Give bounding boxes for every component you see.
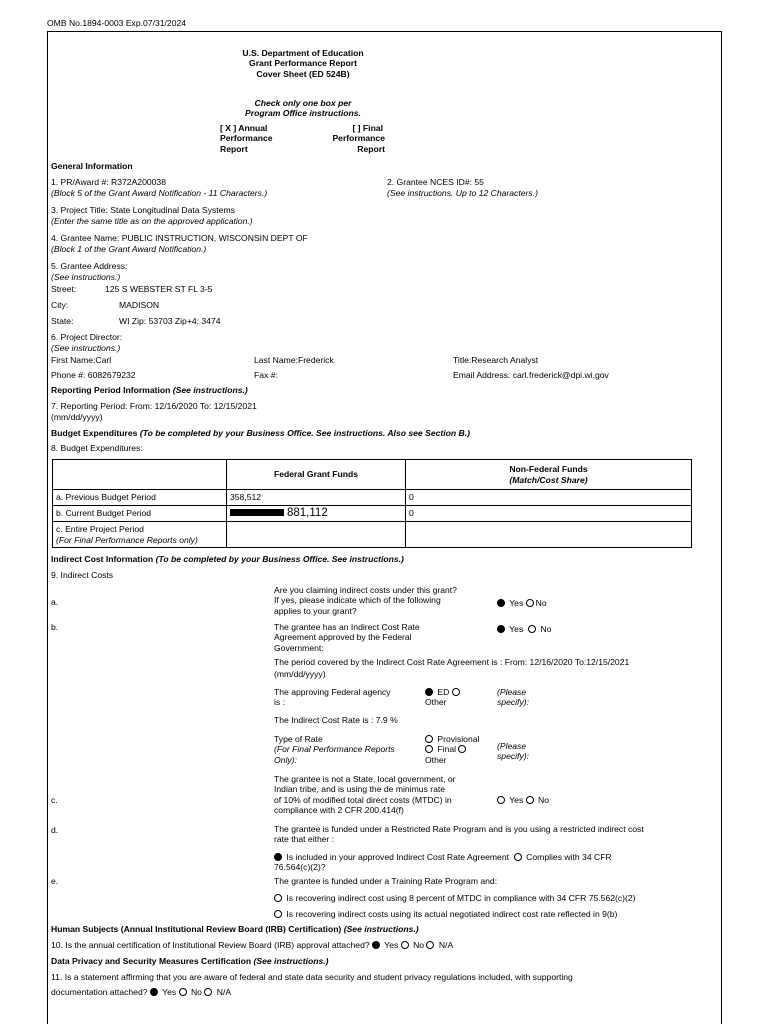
city-value: MADISON bbox=[119, 300, 160, 310]
privacy-answer bbox=[51, 987, 231, 997]
budget-row-label-cell bbox=[53, 522, 227, 548]
radio-na-label: N/A bbox=[438, 940, 454, 950]
table-row bbox=[53, 506, 692, 522]
reporting-period-format: (mm/dd/yyyy) bbox=[51, 412, 103, 422]
item-c-radio-group[interactable] bbox=[497, 795, 549, 805]
state-label: State: bbox=[51, 316, 74, 326]
radio-other[interactable] bbox=[452, 688, 460, 696]
last-name-field: Last Name:Frederick bbox=[254, 355, 334, 365]
item-b-question bbox=[274, 622, 484, 653]
item-d-question bbox=[274, 824, 719, 845]
omb-number: OMB No.1894-0003 Exp.07/31/2024 bbox=[47, 18, 187, 28]
rate-type-specify bbox=[497, 741, 529, 762]
radio-no-label: No bbox=[538, 795, 550, 805]
budget-federal-value: 358,512 bbox=[227, 490, 406, 506]
radio-8-percent-label: Is recovering indirect cost using 8 percent of MTDC in compliance with 34 CFR 75.562(c)(2) bbox=[286, 893, 636, 903]
radio-no[interactable] bbox=[526, 599, 534, 607]
privacy-question-text-2: documentation attached? bbox=[51, 987, 148, 997]
grantee-address-label: 5. Grantee Address: bbox=[51, 261, 128, 271]
final-label-2: Performance bbox=[332, 133, 385, 144]
item-a-label: a. bbox=[51, 597, 59, 607]
radio-no-label: No bbox=[190, 987, 202, 997]
department-name: U.S. Department of Education bbox=[242, 48, 364, 58]
radio-yes[interactable] bbox=[497, 796, 505, 804]
check-instruction-line-1: Check only one box per bbox=[254, 98, 352, 108]
item-c-question bbox=[274, 774, 494, 816]
radio-yes-label: Yes bbox=[384, 940, 399, 950]
item-e-label: e. bbox=[51, 876, 59, 886]
project-director-label: 6. Project Director: bbox=[51, 332, 123, 342]
radio-yes-selected[interactable] bbox=[372, 941, 380, 949]
item-e-option-1[interactable] bbox=[274, 893, 719, 903]
rate-type-line-1: Type of Rate bbox=[274, 734, 323, 744]
budget-federal-value: 881,112 bbox=[287, 506, 328, 519]
street-value: 125 S WEBSTER ST FL 3-5 bbox=[105, 284, 213, 294]
radio-yes-label: Yes bbox=[162, 987, 177, 997]
form-header bbox=[198, 48, 408, 79]
agency-specify bbox=[497, 687, 529, 708]
radio-yes-label: Yes bbox=[509, 624, 524, 634]
item-b-label: b. bbox=[51, 622, 59, 632]
reporting-period-field: 7. Reporting Period: From: 12/16/2020 To: 12/15/2021 bbox=[51, 401, 257, 411]
form-subtitle: Cover Sheet (ED 524B) bbox=[256, 68, 350, 79]
general-info-heading: General Information bbox=[51, 161, 133, 171]
radio-no[interactable] bbox=[179, 988, 187, 996]
check-instructions bbox=[198, 98, 408, 119]
budget-nonfederal-value: 0 bbox=[406, 506, 692, 522]
budget-label: 8. Budget Expenditures: bbox=[51, 443, 143, 453]
radio-no-label: No bbox=[540, 624, 552, 634]
item-a-line-2: If yes, please indicate which of the following bbox=[274, 595, 441, 606]
agency-line-1: The approving Federal agency bbox=[274, 687, 391, 697]
reporting-heading-text: Reporting Period Information bbox=[51, 385, 171, 395]
annual-label-3: Report bbox=[220, 143, 248, 154]
budget-heading-note: (To be completed by your Business Office. See instructions. Also see Section B.) bbox=[139, 428, 470, 438]
pr-award-note: (Block 5 of the Grant Award Notification - 11 Characters.) bbox=[51, 188, 268, 198]
street-label: Street: bbox=[51, 284, 77, 294]
indirect-costs-label: 9. Indirect Costs bbox=[51, 570, 114, 580]
radio-no[interactable] bbox=[401, 941, 409, 949]
project-title-note: (Enter the same title as on the approved application.) bbox=[51, 216, 253, 226]
budget-table-header bbox=[53, 460, 692, 490]
table-row bbox=[53, 490, 692, 506]
state-zip-value: WI Zip: 53703 Zip+4: 3474 bbox=[119, 316, 221, 326]
title-field: Title:Research Analyst bbox=[453, 355, 539, 365]
privacy-question: 11. Is a statement affirming that you are aware of federal and state data security and student privacy regulations included, with supporting bbox=[51, 972, 573, 982]
cover-sheet-form bbox=[47, 31, 722, 1024]
radio-no[interactable] bbox=[526, 796, 534, 804]
rate-type-line-3: Only): bbox=[274, 754, 297, 765]
annual-label-2: Performance bbox=[220, 133, 273, 144]
irb-question bbox=[51, 940, 453, 950]
budget-heading bbox=[51, 428, 470, 438]
budget-row-label: c. Entire Project Period bbox=[56, 524, 144, 535]
radio-ed-label: ED bbox=[437, 687, 450, 697]
reporting-heading-note: (See instructions.) bbox=[172, 385, 248, 395]
specify-line-1: (Please bbox=[497, 741, 527, 751]
grantee-name-note: (Block 1 of the Grant Award Notification.) bbox=[51, 244, 207, 254]
radio-provisional[interactable] bbox=[425, 735, 433, 743]
item-e-question: The grantee is funded under a Training Rate Program and: bbox=[274, 876, 498, 886]
radio-yes-label: Yes bbox=[509, 795, 524, 805]
final-label-3: Report bbox=[357, 143, 385, 154]
data-privacy-heading bbox=[51, 956, 328, 966]
email-field: Email Address: carl.frederick@dpi.wi.gov bbox=[453, 370, 609, 380]
project-title-field: 3. Project Title: State Longitudinal Data Systems bbox=[51, 205, 235, 215]
nonfed-header-line-2: (Match/Cost Share) bbox=[509, 474, 588, 485]
budget-nonfederal-value: 0 bbox=[406, 490, 692, 506]
item-c-line-2: Indian tribe, and is using the de minimus rate bbox=[274, 784, 446, 795]
item-b-line-2: Agreement approved by the Federal bbox=[274, 632, 412, 643]
budget-heading-text: Budget Expenditures bbox=[51, 428, 138, 438]
form-title: Grant Performance Report bbox=[249, 58, 357, 69]
item-c-line-4: compliance with 2 CFR 200.414(f) bbox=[274, 805, 404, 816]
budget-row-label: a. Previous Budget Period bbox=[53, 490, 227, 506]
agency-radio-group[interactable] bbox=[425, 687, 505, 708]
item-a-line-1: Are you claiming indirect costs under this grant? bbox=[274, 585, 457, 595]
budget-header-nonfederal bbox=[406, 460, 692, 490]
phone-field: Phone #: 6082679232 bbox=[51, 370, 136, 380]
budget-table bbox=[52, 459, 692, 548]
item-a-line-3: applies to your grant? bbox=[274, 605, 357, 616]
radio-no[interactable] bbox=[528, 625, 536, 633]
check-instruction-line-2: Program Office instructions. bbox=[245, 108, 361, 119]
radio-8-percent[interactable] bbox=[274, 894, 282, 902]
specify-line-1: (Please bbox=[497, 687, 527, 697]
indirect-heading-note: (To be completed by your Business Office. See instructions.) bbox=[155, 554, 404, 564]
project-director-note: (See instructions.) bbox=[51, 343, 121, 353]
indirect-heading-text: Indirect Cost Information bbox=[51, 554, 154, 564]
radio-na-label: N/A bbox=[216, 987, 232, 997]
radio-ed-selected[interactable] bbox=[425, 688, 433, 696]
radio-complies-label-2: 76.564(c)(2)? bbox=[274, 862, 326, 873]
human-heading-note: (See instructions.) bbox=[343, 924, 419, 934]
radio-included-selected[interactable] bbox=[274, 853, 282, 861]
item-b-radio-group[interactable] bbox=[497, 624, 551, 634]
item-d-line-1: The grantee is funded under a Restricted Rate Program and is you using a restricted indirect cost bbox=[274, 824, 644, 834]
radio-complies-label: Complies with 34 CFR bbox=[526, 852, 612, 862]
human-heading-text: Human Subjects (Annual Institutional Review Board (IRB) Certification) bbox=[51, 924, 342, 934]
radio-na[interactable] bbox=[426, 941, 434, 949]
radio-complies[interactable] bbox=[514, 853, 522, 861]
radio-included-label: Is included in your approved Indirect Cost Rate Agreement bbox=[286, 852, 509, 862]
radio-provisional-label: Provisional bbox=[437, 734, 480, 744]
budget-header-federal: Federal Grant Funds bbox=[227, 460, 406, 490]
radio-final[interactable] bbox=[425, 745, 433, 753]
budget-federal-value bbox=[227, 522, 406, 548]
radio-negotiated-rate[interactable] bbox=[274, 910, 282, 918]
indirect-cost-rate: The Indirect Cost Rate is : 7.9 % bbox=[274, 715, 398, 725]
pr-award-field: 1. PR/Award #: R372A200038 bbox=[51, 177, 166, 187]
rate-agreement-period: The period covered by the Indirect Cost Rate Agreement is : From: 12/16/2020 To:12/15/2021 bbox=[274, 657, 630, 667]
item-a-question bbox=[274, 585, 484, 616]
item-d-options[interactable] bbox=[274, 852, 719, 873]
budget-nonfederal-value bbox=[406, 522, 692, 548]
item-b-line-3: Government: bbox=[274, 642, 324, 653]
nces-id-note: (See instructions. Up to 12 Characters.) bbox=[387, 188, 538, 198]
radio-yes-selected[interactable] bbox=[497, 599, 505, 607]
radio-other[interactable] bbox=[458, 745, 466, 753]
final-report-checkbox[interactable] bbox=[318, 123, 385, 154]
budget-row-label: b. Current Budget Period bbox=[53, 506, 227, 522]
budget-row-note: (For Final Performance Reports only) bbox=[56, 534, 198, 545]
reporting-period-heading bbox=[51, 385, 248, 395]
item-c-line-3: of 10% of modified total direct costs (MTDC) in bbox=[274, 794, 452, 805]
radio-final-label: Final bbox=[437, 744, 457, 755]
radio-na[interactable] bbox=[204, 988, 212, 996]
specify-line-2: specify): bbox=[497, 697, 529, 708]
radio-yes-selected[interactable] bbox=[497, 625, 505, 633]
budget-federal-cell bbox=[227, 506, 406, 522]
rate-type-line-2: (For Final Performance Reports bbox=[274, 744, 395, 755]
annual-report-checkbox[interactable] bbox=[220, 123, 300, 154]
radio-yes-selected[interactable] bbox=[150, 988, 158, 996]
final-label: [ ] Final bbox=[352, 123, 383, 133]
indirect-cost-heading bbox=[51, 554, 404, 564]
rate-agreement-period-format: (mm/dd/yyyy) bbox=[274, 669, 326, 679]
item-d-line-2: rate that either : bbox=[274, 834, 335, 845]
human-subjects-heading bbox=[51, 924, 419, 934]
rate-type-label bbox=[274, 734, 424, 765]
budget-header-blank bbox=[53, 460, 227, 490]
radio-no-label: No bbox=[535, 598, 547, 608]
annual-label: [ X ] Annual bbox=[220, 123, 268, 133]
item-c-line-1: The grantee is not a State, local government, or bbox=[274, 774, 456, 784]
item-a-radio-group[interactable] bbox=[497, 598, 547, 608]
radio-no-label: No bbox=[413, 940, 425, 950]
table-row bbox=[53, 522, 692, 548]
privacy-heading-text: Data Privacy and Security Measures Certification bbox=[51, 956, 252, 966]
item-c-label: c. bbox=[51, 795, 58, 805]
irb-question-text: 10. Is the annual certification of Institutional Review Board (IRB) approval attached? bbox=[51, 940, 370, 950]
nonfed-header-line-1: Non-Federal Funds bbox=[509, 464, 588, 475]
approving-agency-label bbox=[274, 687, 404, 708]
specify-line-2: specify): bbox=[497, 751, 529, 762]
item-e-option-2[interactable] bbox=[274, 909, 719, 919]
radio-other-label: Other bbox=[425, 754, 447, 765]
redaction-mark bbox=[230, 509, 284, 516]
radio-other-label: Other bbox=[425, 697, 447, 708]
nces-id-field: 2. Grantee NCES ID#: 55 bbox=[387, 177, 484, 187]
grantee-address-note: (See instructions.) bbox=[51, 272, 121, 282]
agency-line-2: is : bbox=[274, 697, 285, 708]
item-b-line-1: The grantee has an Indirect Cost Rate bbox=[274, 622, 420, 632]
radio-yes-label: Yes bbox=[509, 598, 524, 608]
fax-field: Fax #: bbox=[254, 370, 278, 380]
city-label: City: bbox=[51, 300, 69, 310]
item-d-label: d. bbox=[51, 825, 59, 835]
privacy-heading-note: (See instructions.) bbox=[253, 956, 329, 966]
grantee-name-field: 4. Grantee Name: PUBLIC INSTRUCTION, WISCONSIN DEPT OF bbox=[51, 233, 308, 243]
radio-negotiated-label: Is recovering indirect costs using its actual negotiated indirect cost rate reflected in 9(b) bbox=[286, 909, 618, 919]
first-name-field: First Name:Carl bbox=[51, 355, 112, 365]
